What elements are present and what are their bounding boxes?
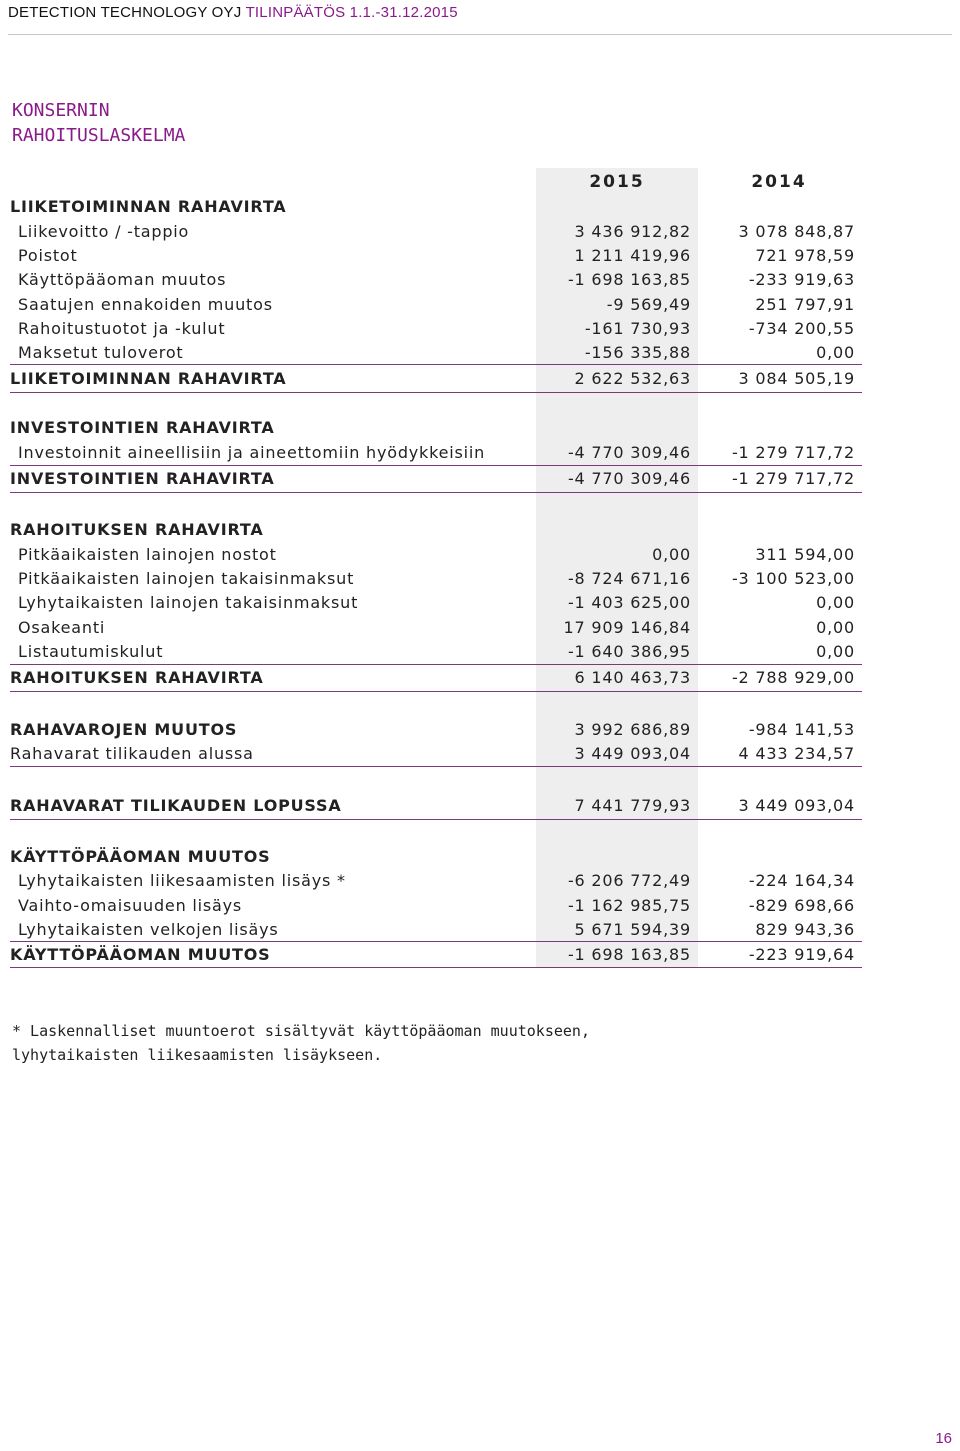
- footnote-line-1: * Laskennalliset muuntoerot sisältyvät käyttöpääoman muutokseen,: [12, 1022, 590, 1040]
- value-2015: -161 730,93: [584, 319, 691, 338]
- year-2015-header: 2015: [589, 172, 645, 192]
- value-2015: 3 436 912,82: [574, 222, 691, 241]
- footnote: [12, 1019, 590, 1067]
- row-label: Osakeanti: [18, 618, 106, 637]
- year-2014-header: 2014: [751, 172, 807, 192]
- cash-change-row: [10, 718, 862, 742]
- row-label: RAHOITUKSEN RAHAVIRTA: [10, 520, 264, 539]
- value-2015: -8 724 671,16: [567, 569, 691, 588]
- value-2014: -223 919,64: [748, 945, 855, 964]
- footnote-line-2: lyhytaikaisten liikesaamisten lisäykseen.: [12, 1046, 383, 1064]
- value-2014: 311 594,00: [755, 545, 855, 564]
- report-name: TILINPÄÄTÖS 1.1.-31.12.2015: [245, 4, 458, 21]
- row-label: KÄYTTÖPÄÄOMAN MUUTOS: [10, 847, 271, 866]
- value-2015: -4 770 309,46: [567, 469, 691, 488]
- value-2014: -233 919,63: [748, 270, 855, 289]
- row-label: INVESTOINTIEN RAHAVIRTA: [10, 418, 275, 437]
- row-divider: [10, 492, 862, 493]
- page-header: [8, 4, 458, 21]
- value-2015: -1 698 163,85: [567, 945, 691, 964]
- value-2015: -9 569,49: [606, 295, 691, 314]
- value-2015: 7 441 779,93: [574, 796, 691, 815]
- row-label: KÄYTTÖPÄÄOMAN MUUTOS: [10, 945, 271, 964]
- value-2014: 829 943,36: [755, 920, 855, 939]
- table-row: [10, 317, 862, 341]
- row-label: LIIKETOIMINNAN RAHAVIRTA: [10, 369, 287, 388]
- total-row-operating: [10, 367, 862, 391]
- table-row: [10, 244, 862, 268]
- company-name: DETECTION TECHNOLOGY OYJ: [8, 4, 242, 21]
- row-label: RAHAVARAT TILIKAUDEN LOPUSSA: [10, 796, 342, 815]
- row-label: LIIKETOIMINNAN RAHAVIRTA: [10, 197, 287, 216]
- table-row: [10, 293, 862, 317]
- value-2015: -156 335,88: [584, 343, 691, 362]
- value-2015: 3 992 686,89: [574, 720, 691, 739]
- header-divider: [8, 34, 952, 35]
- row-divider: [10, 967, 862, 968]
- row-label: Liikevoitto / -tappio: [18, 222, 190, 241]
- value-2014: 3 449 093,04: [738, 796, 855, 815]
- table-row: [10, 591, 862, 615]
- page-title: [12, 98, 185, 148]
- value-2015: 5 671 594,39: [574, 920, 691, 939]
- row-label: RAHAVAROJEN MUUTOS: [10, 720, 238, 739]
- row-label: INVESTOINTIEN RAHAVIRTA: [10, 469, 275, 488]
- title-line-2: RAHOITUSLASKELMA: [12, 125, 186, 146]
- value-2015: -1 698 163,85: [567, 270, 691, 289]
- value-2015: 0,00: [652, 545, 691, 564]
- value-2014: -984 141,53: [748, 720, 855, 739]
- row-label: Lyhytaikaisten velkojen lisäys: [18, 920, 279, 939]
- value-2015: -1 640 386,95: [567, 642, 691, 661]
- value-2015: -1 162 985,75: [567, 896, 691, 915]
- cash-end-row: [10, 794, 862, 818]
- table-row: [10, 918, 862, 942]
- value-2014: -829 698,66: [748, 896, 855, 915]
- row-divider: [10, 819, 862, 820]
- row-divider: [10, 392, 862, 393]
- table-row: [10, 543, 862, 567]
- value-2014: 3 078 848,87: [738, 222, 855, 241]
- row-label: Lyhytaikaisten liikesaamisten lisäys *: [18, 871, 346, 890]
- value-2014: -1 279 717,72: [731, 443, 855, 462]
- table-row: [10, 894, 862, 918]
- total-row-working-capital: [10, 943, 862, 967]
- table-row: [10, 220, 862, 244]
- value-2015: 2 622 532,63: [574, 369, 691, 388]
- title-line-1: KONSERNIN: [12, 100, 110, 121]
- value-2014: -2 788 929,00: [731, 668, 855, 687]
- table-row: [10, 869, 862, 893]
- table-row: [10, 742, 862, 766]
- value-2015: -4 770 309,46: [567, 443, 691, 462]
- total-row-investing: [10, 467, 862, 491]
- value-2014: 0,00: [816, 343, 855, 362]
- value-2014: -1 279 717,72: [731, 469, 855, 488]
- total-row-financing: [10, 666, 862, 690]
- row-label: Rahoitustuotot ja -kulut: [18, 319, 226, 338]
- value-2014: 3 084 505,19: [738, 369, 855, 388]
- table-row: [10, 616, 862, 640]
- row-label: Poistot: [18, 246, 78, 265]
- page-number: 16: [935, 1430, 952, 1447]
- value-2014: -224 164,34: [748, 871, 855, 890]
- row-divider: [10, 364, 862, 365]
- value-2014: 251 797,91: [755, 295, 855, 314]
- row-label: Vaihto-omaisuuden lisäys: [18, 896, 243, 915]
- row-label: Pitkäaikaisten lainojen takaisinmaksut: [18, 569, 355, 588]
- row-divider: [10, 465, 862, 466]
- row-label: Käyttöpääoman muutos: [18, 270, 227, 289]
- section-heading-working-capital: [10, 845, 862, 869]
- row-divider: [10, 664, 862, 665]
- value-2014: 0,00: [816, 642, 855, 661]
- value-2014: -734 200,55: [748, 319, 855, 338]
- value-2015: -1 403 625,00: [567, 593, 691, 612]
- table-row: [10, 441, 862, 465]
- row-label: Investoinnit aineellisiin ja aineettomiin hyödykkeisiin: [18, 443, 486, 462]
- value-2015: -6 206 772,49: [567, 871, 691, 890]
- row-divider: [10, 691, 862, 692]
- section-heading-financing: [10, 518, 862, 542]
- value-2015: 3 449 093,04: [574, 744, 691, 763]
- value-2014: 0,00: [816, 593, 855, 612]
- table-row: [10, 268, 862, 292]
- value-2014: 0,00: [816, 618, 855, 637]
- table-row: [10, 567, 862, 591]
- row-label: Listautumiskulut: [18, 642, 164, 661]
- row-label: Rahavarat tilikauden alussa: [10, 744, 254, 763]
- row-label: RAHOITUKSEN RAHAVIRTA: [10, 668, 264, 687]
- row-label: Saatujen ennakoiden muutos: [18, 295, 273, 314]
- section-heading-operating: [10, 195, 862, 219]
- row-divider: [10, 941, 862, 942]
- value-2015: 17 909 146,84: [563, 618, 691, 637]
- value-2015: 1 211 419,96: [574, 246, 691, 265]
- row-label: Lyhytaikaisten lainojen takaisinmaksut: [18, 593, 359, 612]
- table-row: [10, 640, 862, 664]
- value-2014: 721 978,59: [755, 246, 855, 265]
- table-row: [10, 341, 862, 365]
- value-2015: 6 140 463,73: [574, 668, 691, 687]
- row-label: Pitkäaikaisten lainojen nostot: [18, 545, 277, 564]
- section-heading-investing: [10, 416, 862, 440]
- row-divider: [10, 766, 862, 767]
- row-label: Maksetut tuloverot: [18, 343, 184, 362]
- value-2014: 4 433 234,57: [738, 744, 855, 763]
- value-2014: -3 100 523,00: [731, 569, 855, 588]
